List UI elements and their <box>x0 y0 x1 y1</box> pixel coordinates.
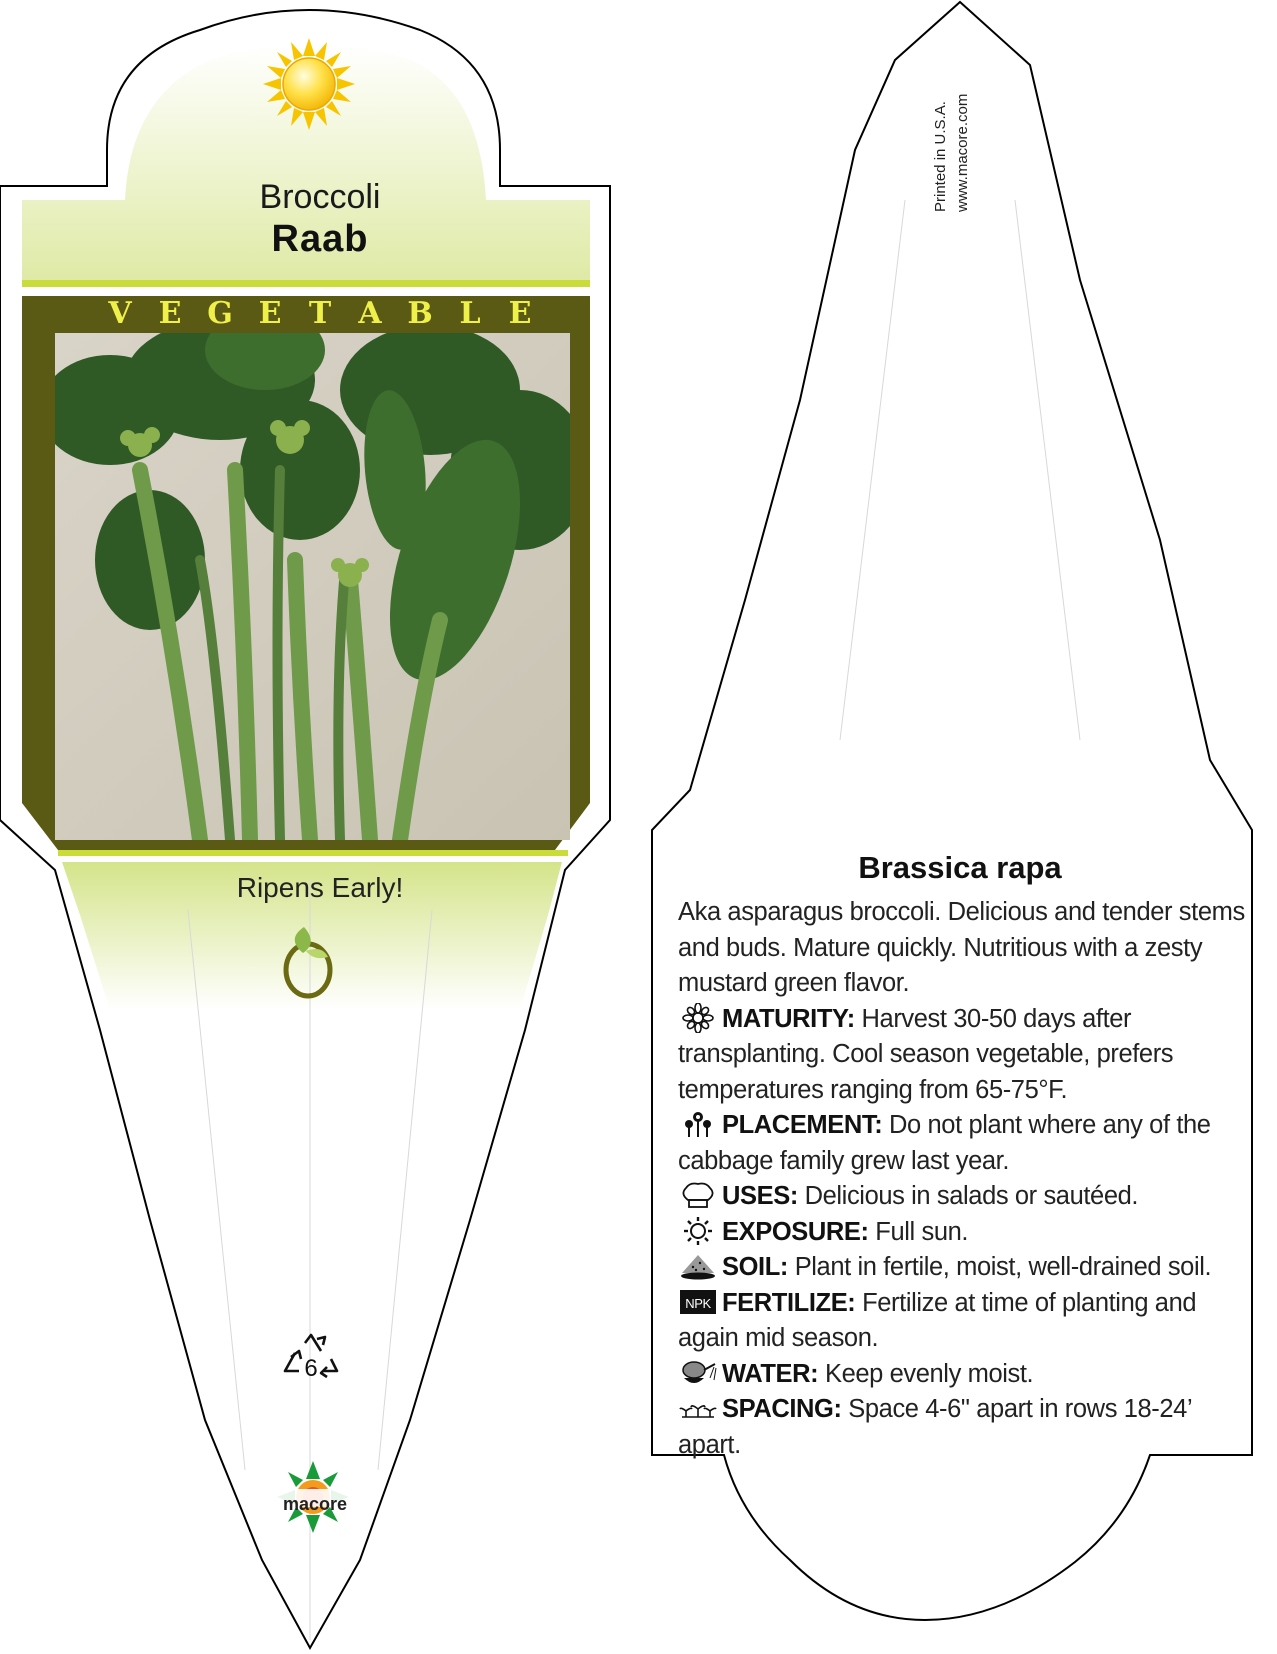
seedlings-icon <box>678 1393 718 1423</box>
svg-text:NPK: NPK <box>685 1295 711 1311</box>
care-description <box>678 895 1258 1463</box>
flower-icon <box>678 1003 718 1033</box>
tagline: Ripens Early! <box>236 872 404 903</box>
flowers-icon <box>678 1109 718 1139</box>
care-text: Fertilize at time of planting and again mid season. <box>678 1288 1197 1352</box>
printed-info <box>930 52 980 212</box>
category-letter: G <box>207 296 233 331</box>
care-row-exposure <box>678 1215 1258 1251</box>
soil-icon <box>678 1251 718 1281</box>
sun-icon <box>678 1216 718 1246</box>
category-letter: E <box>158 296 182 331</box>
care-text: Harvest 30-50 days after transplanting. Cool season vegetable, prefers temperatures ranging from 65-75°F. <box>678 1004 1174 1104</box>
care-label: USES: <box>722 1182 798 1210</box>
title-line1: Broccoli <box>259 178 381 216</box>
category-letter: V <box>108 296 132 331</box>
care-label: EXPOSURE: <box>722 1217 869 1246</box>
category-letter: L <box>459 296 481 331</box>
brand-name: macore <box>282 1494 348 1514</box>
care-label: WATER: <box>722 1359 819 1388</box>
care-row-uses <box>678 1179 1258 1215</box>
watering-can-icon <box>678 1358 718 1388</box>
printed-line2: www.macore.com <box>954 93 971 212</box>
care-label: PLACEMENT: <box>722 1111 883 1139</box>
chef-hat-icon <box>678 1180 718 1210</box>
description: Aka asparagus broccoli. Delicious and tender stems and buds. Mature quickly. Nutritious with a zesty mustard green flavor. <box>678 898 1245 997</box>
category-letter: E <box>508 296 532 331</box>
care-label: SPACING: <box>722 1395 842 1423</box>
care-row-water <box>678 1357 1258 1393</box>
npk-icon <box>678 1287 718 1317</box>
care-row-placement <box>678 1108 1258 1179</box>
care-text: Full sun. <box>875 1217 969 1246</box>
plant-photo <box>40 310 590 840</box>
category-letter: T <box>308 296 332 331</box>
scientific-name: Brassica rapa <box>858 850 1062 885</box>
printed-line1: Printed in U.S.A. <box>932 101 949 212</box>
care-text: Delicious in salads or sautéed. <box>804 1182 1139 1210</box>
care-label: SOIL: <box>722 1253 788 1281</box>
care-row-spacing <box>678 1392 1258 1463</box>
category-label <box>0 296 640 331</box>
care-text: Do not plant where any of the cabbage family grew last year. <box>678 1111 1211 1175</box>
category-letter: B <box>407 296 433 331</box>
category-letter: E <box>258 296 282 331</box>
care-text: Plant in fertile, moist, well-drained soil. <box>794 1253 1212 1281</box>
care-row-maturity <box>678 1002 1258 1109</box>
care-label: MATURITY: <box>722 1004 855 1033</box>
care-text: Keep evenly moist. <box>824 1359 1034 1388</box>
care-row-soil <box>678 1250 1258 1286</box>
care-row-fertilize <box>678 1286 1258 1357</box>
care-text: Space 4-6" apart in rows 18-24’ apart. <box>678 1395 1192 1459</box>
care-label: FERTILIZE: <box>722 1288 856 1317</box>
title-line2: Raab <box>271 218 369 260</box>
recycle-number: 6 <box>304 1355 318 1382</box>
category-letter: A <box>358 296 382 331</box>
